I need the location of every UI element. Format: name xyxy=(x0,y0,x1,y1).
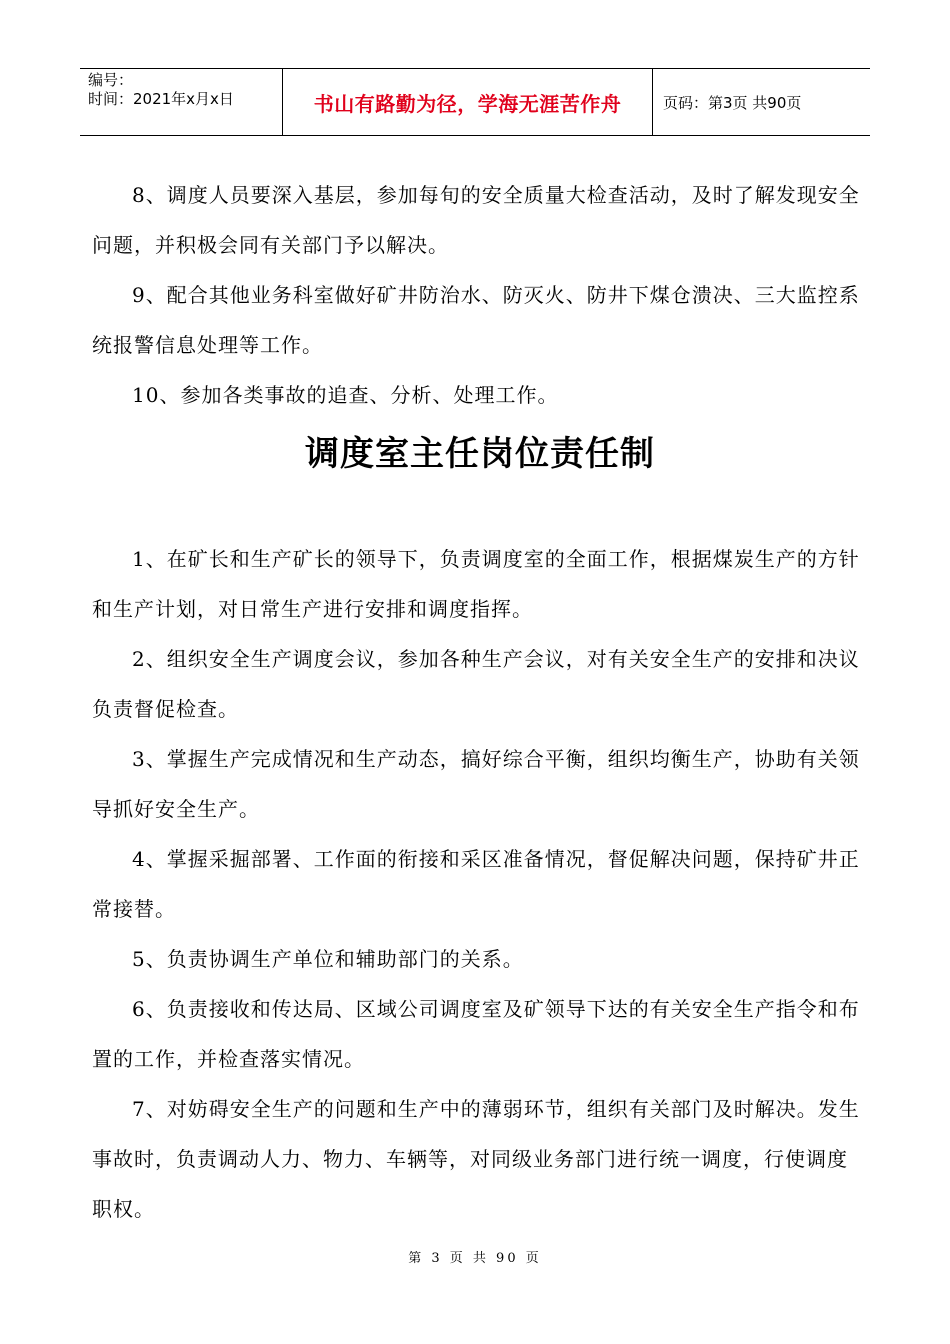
header-motto: 书山有路勤为径，学海无涯苦作舟 xyxy=(283,69,653,135)
section-paragraph-3: 3、掌握生产完成情况和生产动态，搞好综合平衡，组织均衡生产，协助有关领导抓好安全生产。 xyxy=(92,747,860,821)
section-paragraph-6: 6、负责接收和传达局、区域公司调度室及矿领导下达的有关安全生产指令和布置的工作，并检查落实情况。 xyxy=(92,997,860,1071)
paragraph-8: 8、调度人员要深入基层，参加每旬的安全质量大检查活动，及时了解发现安全问题，并积极会同有关部门予以解决。 xyxy=(92,183,860,257)
paragraph-10: 10、参加各类事故的追查、分析、处理工作。 xyxy=(132,383,559,407)
page-footer: 第 3 页 共 90 页 xyxy=(408,1251,542,1266)
section-paragraph-2: 2、组织安全生产调度会议，参加各种生产会议，对有关安全生产的安排和决议负责督促检查。 xyxy=(92,647,860,721)
section-paragraph-5: 5、负责协调生产单位和辅助部门的关系。 xyxy=(132,947,524,971)
document-body xyxy=(92,170,868,1234)
section-paragraph-7: 7、对妨碍安全生产的问题和生产中的薄弱环节，组织有关部门及时解决。发生事故时，负责调动人力、物力、车辆等，对同级业务部门进行统一调度，行使调度职权。 xyxy=(92,1097,860,1221)
page-header xyxy=(80,68,870,136)
paragraph-9: 9、配合其他业务科室做好矿井防治水、防灭火、防井下煤仓溃决、三大监控系统报警信息处理等工作。 xyxy=(92,283,860,357)
header-meta xyxy=(80,69,283,135)
section-paragraph-1: 1、在矿长和生产矿长的领导下，负责调度室的全面工作，根据煤炭生产的方针和生产计划，对日常生产进行安排和调度指挥。 xyxy=(92,547,860,621)
section-paragraph-4: 4、掌握采掘部署、工作面的衔接和采区准备情况，督促解决问题，保持矿井正常接替。 xyxy=(92,847,860,921)
time-label: 时间：2021年x月x日 xyxy=(88,90,234,108)
section-title: 调度室主任岗位责任制 xyxy=(305,434,655,474)
header-page-info: 页码：第3页 共90页 xyxy=(663,93,802,112)
number-label: 编号： xyxy=(88,71,134,89)
